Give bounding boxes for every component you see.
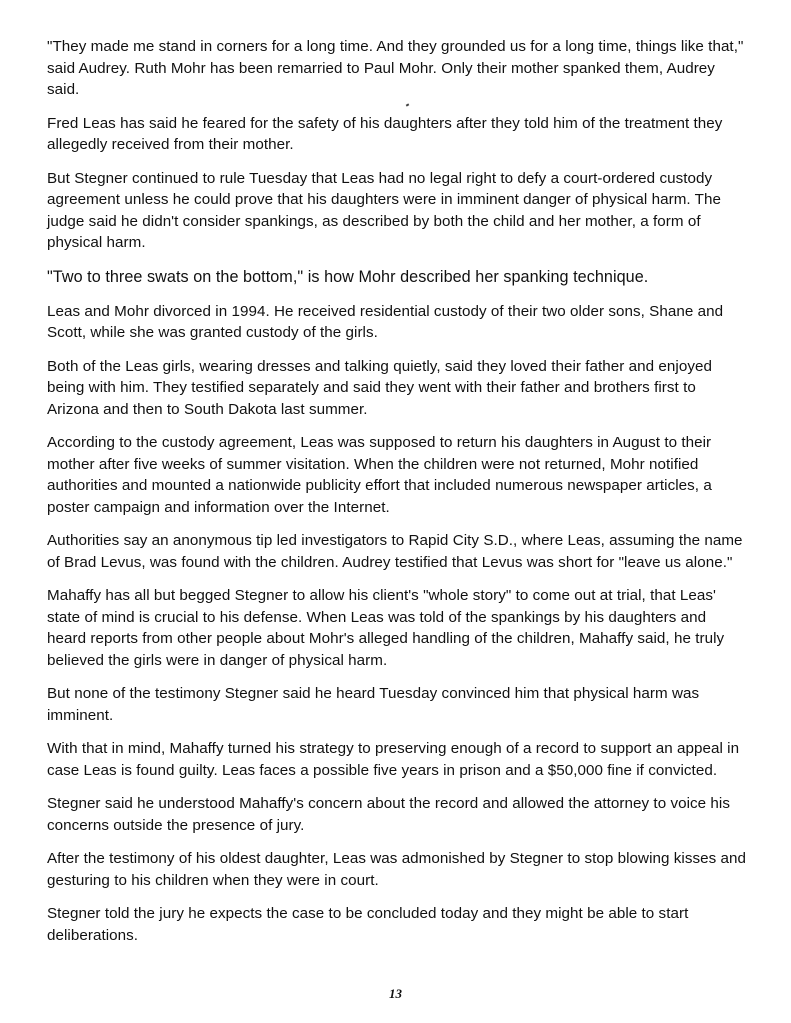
paragraph-12: Stegner said he understood Mahaffy's concern about the record and allowed the attorney to voice his concerns outside the presence of jury. <box>47 795 730 834</box>
paragraph-9: Mahaffy has all but begged Stegner to allow his client's "whole story" to come out at trial, that Leas' state of mind is crucial to his defense. When Leas was told of the spankings by his daughters and heard reports from other people about Mohr's alleged handling of the children, Mahaffy said, he truly believed the girls were in danger of physical harm. <box>47 587 725 669</box>
paragraph-11: With that in mind, Mahaffy turned his strategy to preserving enough of a record to support an appeal in case Leas is found guilty. Leas faces a possible five years in prison and a $50,000 fine if convicted. <box>47 740 740 779</box>
paragraph-5: Leas and Mohr divorced in 1994. He received residential custody of their two older sons, Shane and Scott, while she was granted custody of the girls. <box>47 302 724 341</box>
paragraph-13: After the testimony of his oldest daughter, Leas was admonished by Stegner to stop blowing kisses and gesturing to his children when they were in court. <box>47 850 747 889</box>
paragraph-4-quote: "Two to three swats on the bottom," is how Mohr described her spanking technique. <box>47 267 649 286</box>
page-number: 13 <box>389 986 402 1001</box>
document-page <box>47 36 747 958</box>
paragraph-14: Stegner told the jury he expects the case to be concluded today and they might be able to start deliberations. <box>47 905 689 944</box>
paragraph-2: Fred Leas has said he feared for the safety of his daughters after they told him of the treatment they allegedly received from their mother. <box>47 114 723 153</box>
paragraph-10: But none of the testimony Stegner said he heard Tuesday convinced him that physical harm was imminent. <box>47 685 700 724</box>
paragraph-7: According to the custody agreement, Leas was supposed to return his daughters in August to their mother after five weeks of summer visitation. When the children were not returned, Mohr notified authorities and mounted a nationwide publicity effort that included numerous newspaper articles, a poster campaign and information over the Internet. <box>47 434 712 516</box>
paragraph-8: Authorities say an anonymous tip led investigators to Rapid City S.D., where Leas, assuming the name of Brad Levus, was found with the children. Audrey testified that Levus was short for "leave us alone." <box>47 532 743 571</box>
paragraph-3: But Stegner continued to rule Tuesday that Leas had no legal right to defy a court-ordered custody agreement unless he could prove that his daughters were in imminent danger of physical harm. The judge said he didn't consider spankings, as described by both the child and her mother, a form of physical harm. <box>47 169 721 251</box>
paragraph-1: "They made me stand in corners for a long time. And they grounded us for a long time, things like that," said Audrey. Ruth Mohr has been remarried to Paul Mohr. Only their mother spanked them, Audrey said. <box>47 38 744 98</box>
paragraph-6: Both of the Leas girls, wearing dresses and talking quietly, said they loved their father and enjoyed being with him. They testified separately and said they went with their father and brothers first to Arizona and then to South Dakota last summer. <box>47 357 712 418</box>
